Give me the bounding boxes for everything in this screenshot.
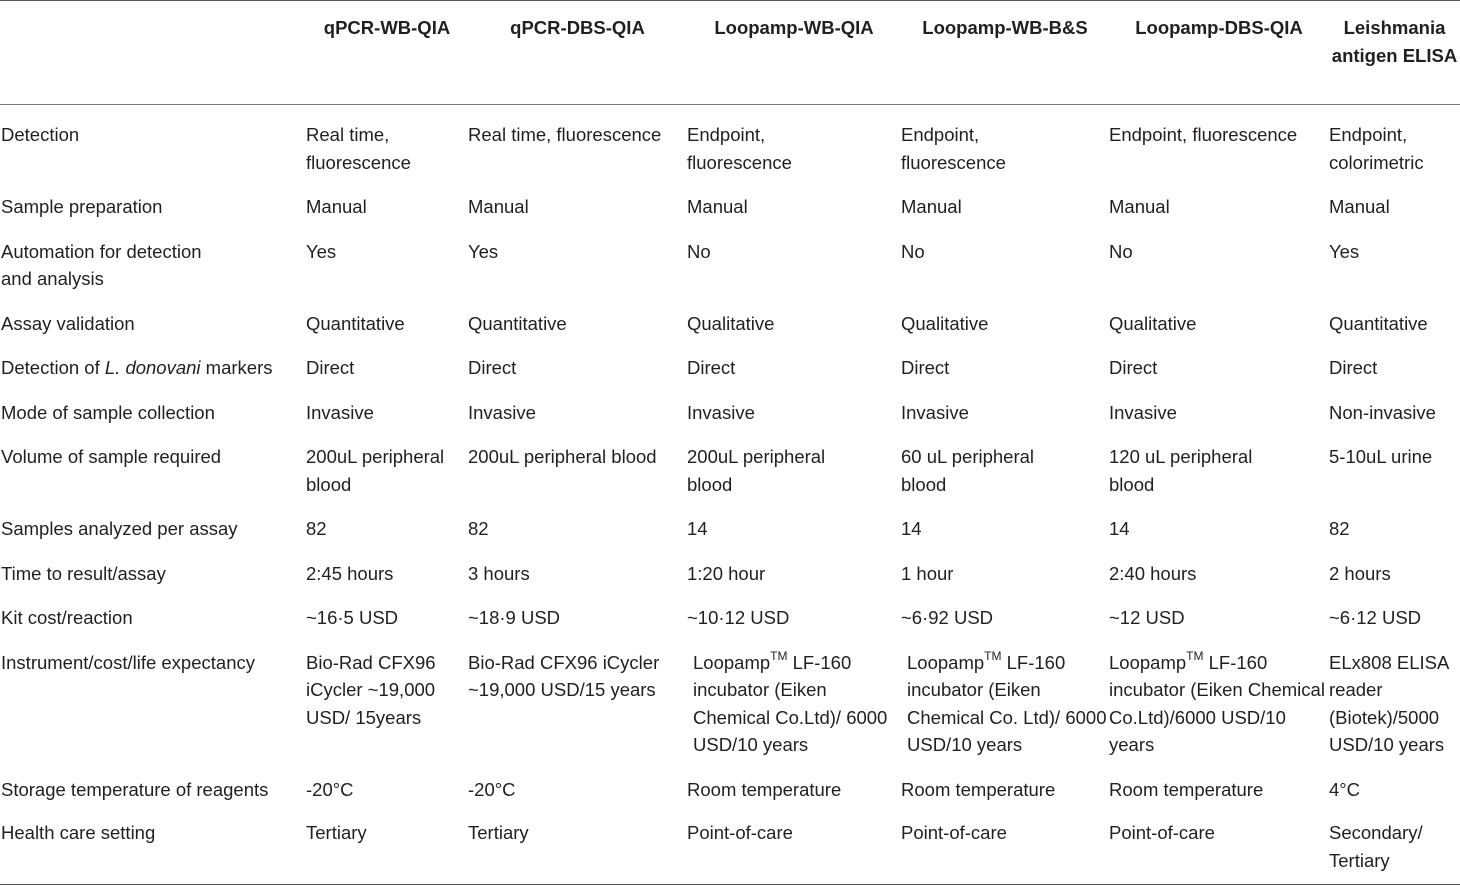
header-loopamp-dbs-qia: Loopamp-DBS-QIA — [1135, 17, 1303, 38]
table-cell: Loopamp™ LF-160 incubator (Eiken Chemical Co. Ltd)/ 6000 USD/10 years — [907, 649, 1107, 755]
table-cell: 82 — [306, 518, 327, 539]
header-row — [0, 1, 1460, 105]
table-cell: Loopamp™ LF-160 incubator (Eiken Chemical Co.Ltd)/6000 USD/10 years — [1109, 649, 1325, 755]
table-cell: Secondary/ Tertiary — [1329, 822, 1423, 871]
table-row-samples-per-assay — [0, 499, 1460, 544]
row-label: Sample preparation — [1, 196, 163, 217]
row-label: Kit cost/reaction — [1, 607, 133, 628]
table-cell: Invasive — [901, 401, 969, 423]
header-qpcr-wb-qia: qPCR-WB-QIA — [323, 17, 451, 38]
row-label: Storage temperature of reagents — [1, 778, 269, 800]
table-cell: Invasive — [306, 401, 374, 423]
table-cell: Manual — [1109, 196, 1170, 217]
table-cell: 200uL peripheral blood — [468, 446, 657, 467]
table-cell: Direct — [901, 357, 950, 378]
table-cell: Invasive — [468, 401, 536, 423]
species-name: L. donovani — [104, 357, 201, 378]
table-cell: ~16·5 USD — [306, 607, 399, 628]
table-cell: Bio-Rad CFX96 iCycler ~19,000 USD/ 15years — [306, 651, 436, 728]
table-cell: 14 — [687, 518, 708, 539]
row-label: Automation for detection and analysis — [1, 240, 202, 289]
table-cell: Non-invasive — [1329, 401, 1436, 423]
header-loopamp-wb-qia: Loopamp-WB-QIA — [714, 17, 874, 38]
table-cell: Point-of-care — [901, 822, 1007, 843]
table-cell: Manual — [1329, 196, 1390, 217]
table-row-assay-validation — [0, 294, 1460, 339]
table-cell: Point-of-care — [1109, 822, 1215, 843]
table-cell: Direct — [468, 357, 517, 378]
table-cell: Direct — [687, 357, 736, 378]
table-cell: Endpoint, fluorescence — [687, 124, 792, 173]
table-cell: Loopamp™ LF-160 incubator (Eiken Chemical Co.Ltd)/ 6000 USD/10 years — [693, 649, 888, 755]
table-cell: ~18·9 USD — [468, 607, 561, 628]
table-cell: Point-of-care — [687, 822, 793, 843]
table-cell: Room temperature — [901, 778, 1056, 800]
table-cell: Quantitative — [468, 312, 567, 334]
table-row-sample-volume — [0, 427, 1460, 499]
table-cell: Direct — [1109, 357, 1158, 378]
table-cell: Tertiary — [306, 822, 367, 843]
table-cell: 82 — [468, 518, 489, 539]
table-cell: Direct — [306, 357, 355, 378]
table-cell: 4°C — [1329, 778, 1361, 800]
table-cell: Direct — [1329, 357, 1378, 378]
table-cell: 1:20 hour — [687, 562, 766, 584]
header-qpcr-dbs-qia: qPCR-DBS-QIA — [510, 17, 645, 38]
header-cell-empty — [0, 1, 306, 105]
table-cell: No — [901, 240, 925, 262]
table-cell: No — [1109, 240, 1133, 262]
table-cell: 5-10uL urine — [1329, 446, 1433, 467]
table-cell: 2 hours — [1329, 562, 1391, 584]
row-label: Detection of L. donovani markers — [1, 357, 273, 378]
table-cell: Manual — [901, 196, 962, 217]
comparison-table-last-row — [0, 815, 1460, 885]
table-row-storage-temperature — [0, 760, 1460, 805]
table-cell: Invasive — [687, 401, 755, 423]
table-cell: Manual — [468, 196, 529, 217]
table-cell: 200uL peripheral blood — [687, 446, 826, 495]
table-cell: Yes — [1329, 240, 1360, 262]
table-cell: Quantitative — [306, 312, 405, 334]
row-label: Detection — [1, 124, 80, 145]
table-cell: 2:45 hours — [306, 562, 394, 584]
table-cell: ~12 USD — [1109, 607, 1185, 628]
table-cell: ~6·92 USD — [901, 607, 994, 628]
table-cell: Bio-Rad CFX96 iCycler ~19,000 USD/15 years — [468, 651, 660, 700]
table-row-automation — [0, 222, 1460, 294]
table-cell: 14 — [1109, 518, 1130, 539]
table-cell: Endpoint, fluorescence — [1109, 124, 1298, 145]
table-cell: Manual — [687, 196, 748, 217]
table-cell: ELx808 ELISA reader (Biotek)/5000 USD/10 years — [1329, 651, 1449, 755]
table-cell: 3 hours — [468, 562, 530, 584]
table-row-instrument — [0, 633, 1460, 760]
table-cell: Manual — [306, 196, 367, 217]
row-label: Health care setting — [1, 822, 156, 843]
table-cell: Quantitative — [1329, 312, 1428, 334]
trademark-mark: TM — [984, 649, 1002, 664]
table-cell: Yes — [306, 240, 337, 262]
trademark-mark: TM — [770, 649, 788, 664]
row-label: Volume of sample required — [1, 446, 222, 467]
row-label: Samples analyzed per assay — [1, 518, 238, 539]
row-label: Time to result/assay — [1, 562, 166, 584]
table-row-kit-cost — [0, 588, 1460, 633]
trademark-mark: TM — [1186, 649, 1204, 664]
table-cell: 120 uL peripheral blood — [1109, 446, 1253, 495]
header-loopamp-wb-bs: Loopamp-WB-B&S — [922, 17, 1088, 38]
table-cell: Invasive — [1109, 401, 1177, 423]
table-cell: Yes — [468, 240, 499, 262]
table-cell: Room temperature — [1109, 778, 1264, 800]
table-cell: Room temperature — [687, 778, 842, 800]
table-cell: Qualitative — [901, 312, 989, 334]
table-cell: 2:40 hours — [1109, 562, 1197, 584]
table-cell: 200uL peripheral blood — [306, 446, 445, 495]
table-row-detection-markers — [0, 338, 1460, 383]
table-cell: 1 hour — [901, 562, 954, 584]
table-cell: 60 uL peripheral blood — [901, 446, 1035, 495]
table-cell: Tertiary — [468, 822, 529, 843]
table-row-health-care-setting — [0, 815, 1460, 885]
header-leishmania-elisa: Leishmania antigen ELISA — [1331, 17, 1458, 66]
table-cell: No — [687, 240, 711, 262]
row-label: Instrument/cost/life expectancy — [1, 651, 255, 673]
table-cell: ~10·12 USD — [687, 607, 790, 628]
row-label: Mode of sample collection — [1, 401, 215, 423]
table-row-collection-mode — [0, 383, 1460, 428]
table-cell: 14 — [901, 518, 922, 539]
table-cell: Real time, fluorescence — [306, 124, 411, 173]
table-cell: 82 — [1329, 518, 1350, 539]
table-row-sample-preparation — [0, 177, 1460, 222]
table-cell: Endpoint, colorimetric — [1329, 124, 1424, 173]
table-row-detection — [0, 105, 1460, 178]
table-cell: Endpoint, fluorescence — [901, 124, 1006, 173]
table-cell: Qualitative — [687, 312, 775, 334]
table-cell: ~6·12 USD — [1329, 607, 1422, 628]
table-cell: -20°C — [468, 778, 516, 800]
table-row-time-to-result — [0, 544, 1460, 589]
row-label: Assay validation — [1, 312, 135, 334]
table-cell: -20°C — [306, 778, 354, 800]
table-cell: Qualitative — [1109, 312, 1197, 334]
table-cell: Real time, fluorescence — [468, 124, 662, 145]
